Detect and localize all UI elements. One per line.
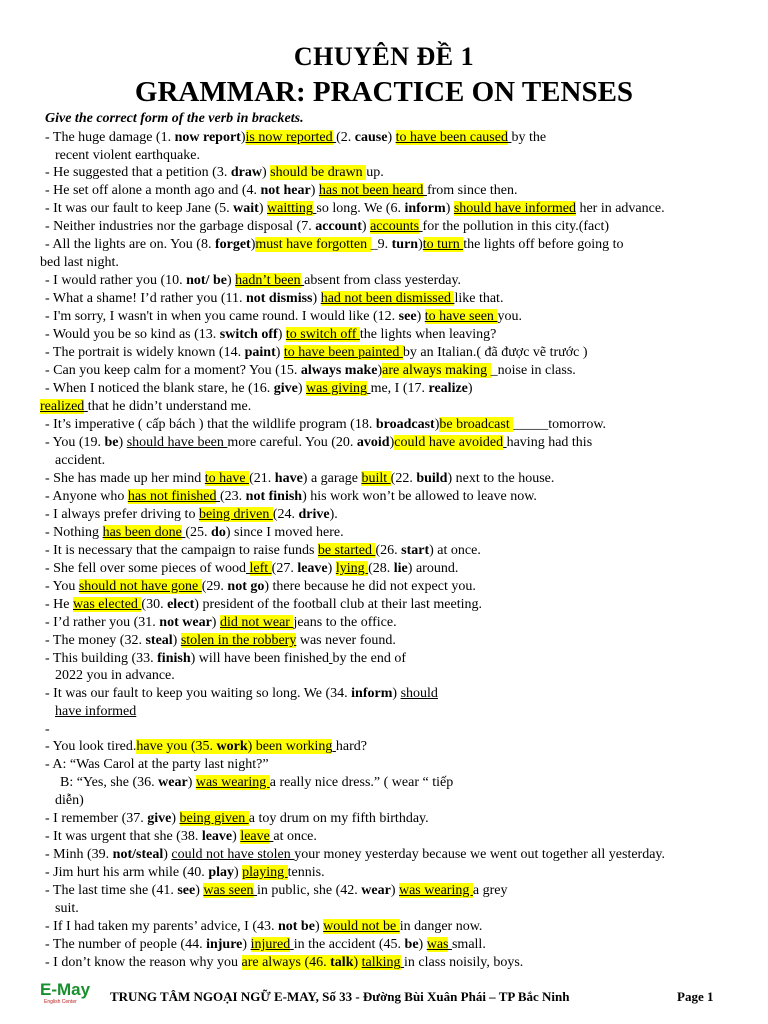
exercise-line: bed last night. [40, 255, 119, 270]
exercise-line: - This building (33. finish) will have been finished by the end of [45, 651, 406, 666]
exercise-line: - Minh (39. not/steal) could not have stolen your money yesterday because we went out together all yesterday. [45, 847, 666, 862]
exercise-line: - I remember (37. give) being given a toy drum on my fifth birthday. [45, 811, 429, 826]
exercise-line: - What a shame! I’d rather you (11. not dismiss) had not been dismissed like that. [45, 291, 504, 306]
logo-text: E-May [40, 980, 91, 999]
exercise-line: have informed [55, 704, 137, 719]
exercise-line: - I always prefer driving to being driven (24. drive). [45, 507, 338, 522]
exercise-line: - She has made up her mind to have (21. have) a garage built (22. build) next to the house. [45, 471, 555, 486]
exercise-line: 2022 you in advance. [55, 668, 175, 683]
exercise-line: - The number of people (44. injure) injured in the accident (45. be) was small. [45, 937, 486, 952]
exercise-line: - The portrait is widely known (14. paint) to have been painted by an Italian.( đã được vẽ trước ) [45, 345, 588, 360]
exercise-line: B: “Yes, she (36. wear) was wearing a really nice dress.” ( wear “ tiếp [60, 775, 454, 790]
exercise-line: - Jim hurt his arm while (40. play) playing tennis. [45, 865, 325, 880]
exercise-line: - You (19. be) should have been more careful. You (20. avoid)could have avoided having had this [45, 435, 593, 450]
exercise-line: - Neither industries nor the garbage disposal (7. account) accounts for the pollution in this city.(fact) [45, 219, 610, 234]
exercise-line: - He suggested that a petition (3. draw) should be drawn up. [45, 165, 384, 180]
exercise-line: - Anyone who has not finished (23. not finish) his work won’t be allowed to leave now. [45, 489, 537, 504]
exercise-line: - Nothing has been done (25. do) since I moved here. [45, 525, 344, 540]
exercise-line: realized that he didn’t understand me. [40, 399, 252, 414]
exercise-line: - If I had taken my parents’ advice, I (43. not be) would not be in danger now. [45, 919, 483, 934]
exercise-line: accident. [55, 453, 106, 468]
exercise-line: - It is necessary that the campaign to raise funds be started (26. start) at once. [45, 543, 481, 558]
exercise-line: suit. [55, 901, 79, 916]
footer-text: TRUNG TÂM NGOẠI NGỮ E-MAY, Số 33 - Đường Bùi Xuân Phái – TP Bắc Ninh [110, 989, 570, 1004]
exercise-line: - Can you keep calm for a moment? You (15. always make)are always making _noise in class. [45, 363, 576, 378]
page-number: Page 1 [677, 989, 714, 1004]
exercise-line: - The huge damage (1. now report)is now reported (2. cause) to have been caused by the [45, 130, 547, 145]
exercise-line: recent violent earthquake. [55, 148, 200, 163]
exercise-line: - It was urgent that she (38. leave) leave at once. [45, 829, 317, 844]
exercise-line: - [45, 722, 50, 737]
exercise-line: - I don’t know the reason why you are always (46. talk) talking in class noisily, boys. [45, 955, 524, 970]
exercise-line: - I’d rather you (31. not wear) did not wear jeans to the office. [45, 615, 397, 630]
exercise-line: - I would rather you (10. not/ be) hadn’t been absent from class yesterday. [45, 273, 462, 288]
page-subtitle: GRAMMAR: PRACTICE ON TENSES [134, 76, 634, 108]
exercise-line: - It was our fault to keep you waiting so long. We (34. inform) should [45, 686, 438, 701]
logo-subtext: English Center [44, 999, 77, 1005]
exercise-line: - She fell over some pieces of wood left (27. leave) lying (28. lie) around. [45, 561, 459, 576]
exercise-line: - He set off alone a month ago and (4. not hear) has not been heard from since then. [45, 183, 518, 198]
instructions: Give the correct form of the verb in brackets. [45, 111, 304, 126]
exercise-line: - The last time she (41. see) was seen in public, she (42. wear) was wearing a grey [45, 883, 508, 898]
e-may-logo [38, 978, 104, 1006]
page-title: CHUYÊN ĐỀ 1 [293, 42, 475, 71]
exercise-line: - It was our fault to keep Jane (5. wait) waitting so long. We (6. inform) should have informed her in advance. [45, 201, 665, 216]
exercise-line: diễn) [55, 793, 84, 808]
exercise-line: - A: “Was Carol at the party last night?” [45, 757, 269, 772]
exercise-line: - When I noticed the blank stare, he (16. give) was giving me, I (17. realize) [45, 381, 473, 396]
exercise-line: - You look tired.have you (35. work) been working hard? [45, 739, 367, 754]
exercise-line: - All the lights are on. You (8. forget)must have forgotten _9. turn)to turn the lights off before going to [45, 237, 624, 252]
exercise-line: - It’s imperative ( cấp bách ) that the wildlife program (18. broadcast)be broadcast _____tomorrow. [45, 417, 607, 432]
exercise-line: - You should not have gone (29. not go) there because he did not expect you. [45, 579, 476, 594]
exercise-line: - He was elected (30. elect) president of the football club at their last meeting. [45, 597, 482, 612]
exercise-line: - I'm sorry, I wasn't in when you came round. I would like (12. see) to have seen you. [45, 309, 522, 324]
exercise-line: - The money (32. steal) stolen in the robbery was never found. [45, 633, 396, 648]
exercise-line: - Would you be so kind as (13. switch off) to switch off the lights when leaving? [45, 327, 497, 342]
